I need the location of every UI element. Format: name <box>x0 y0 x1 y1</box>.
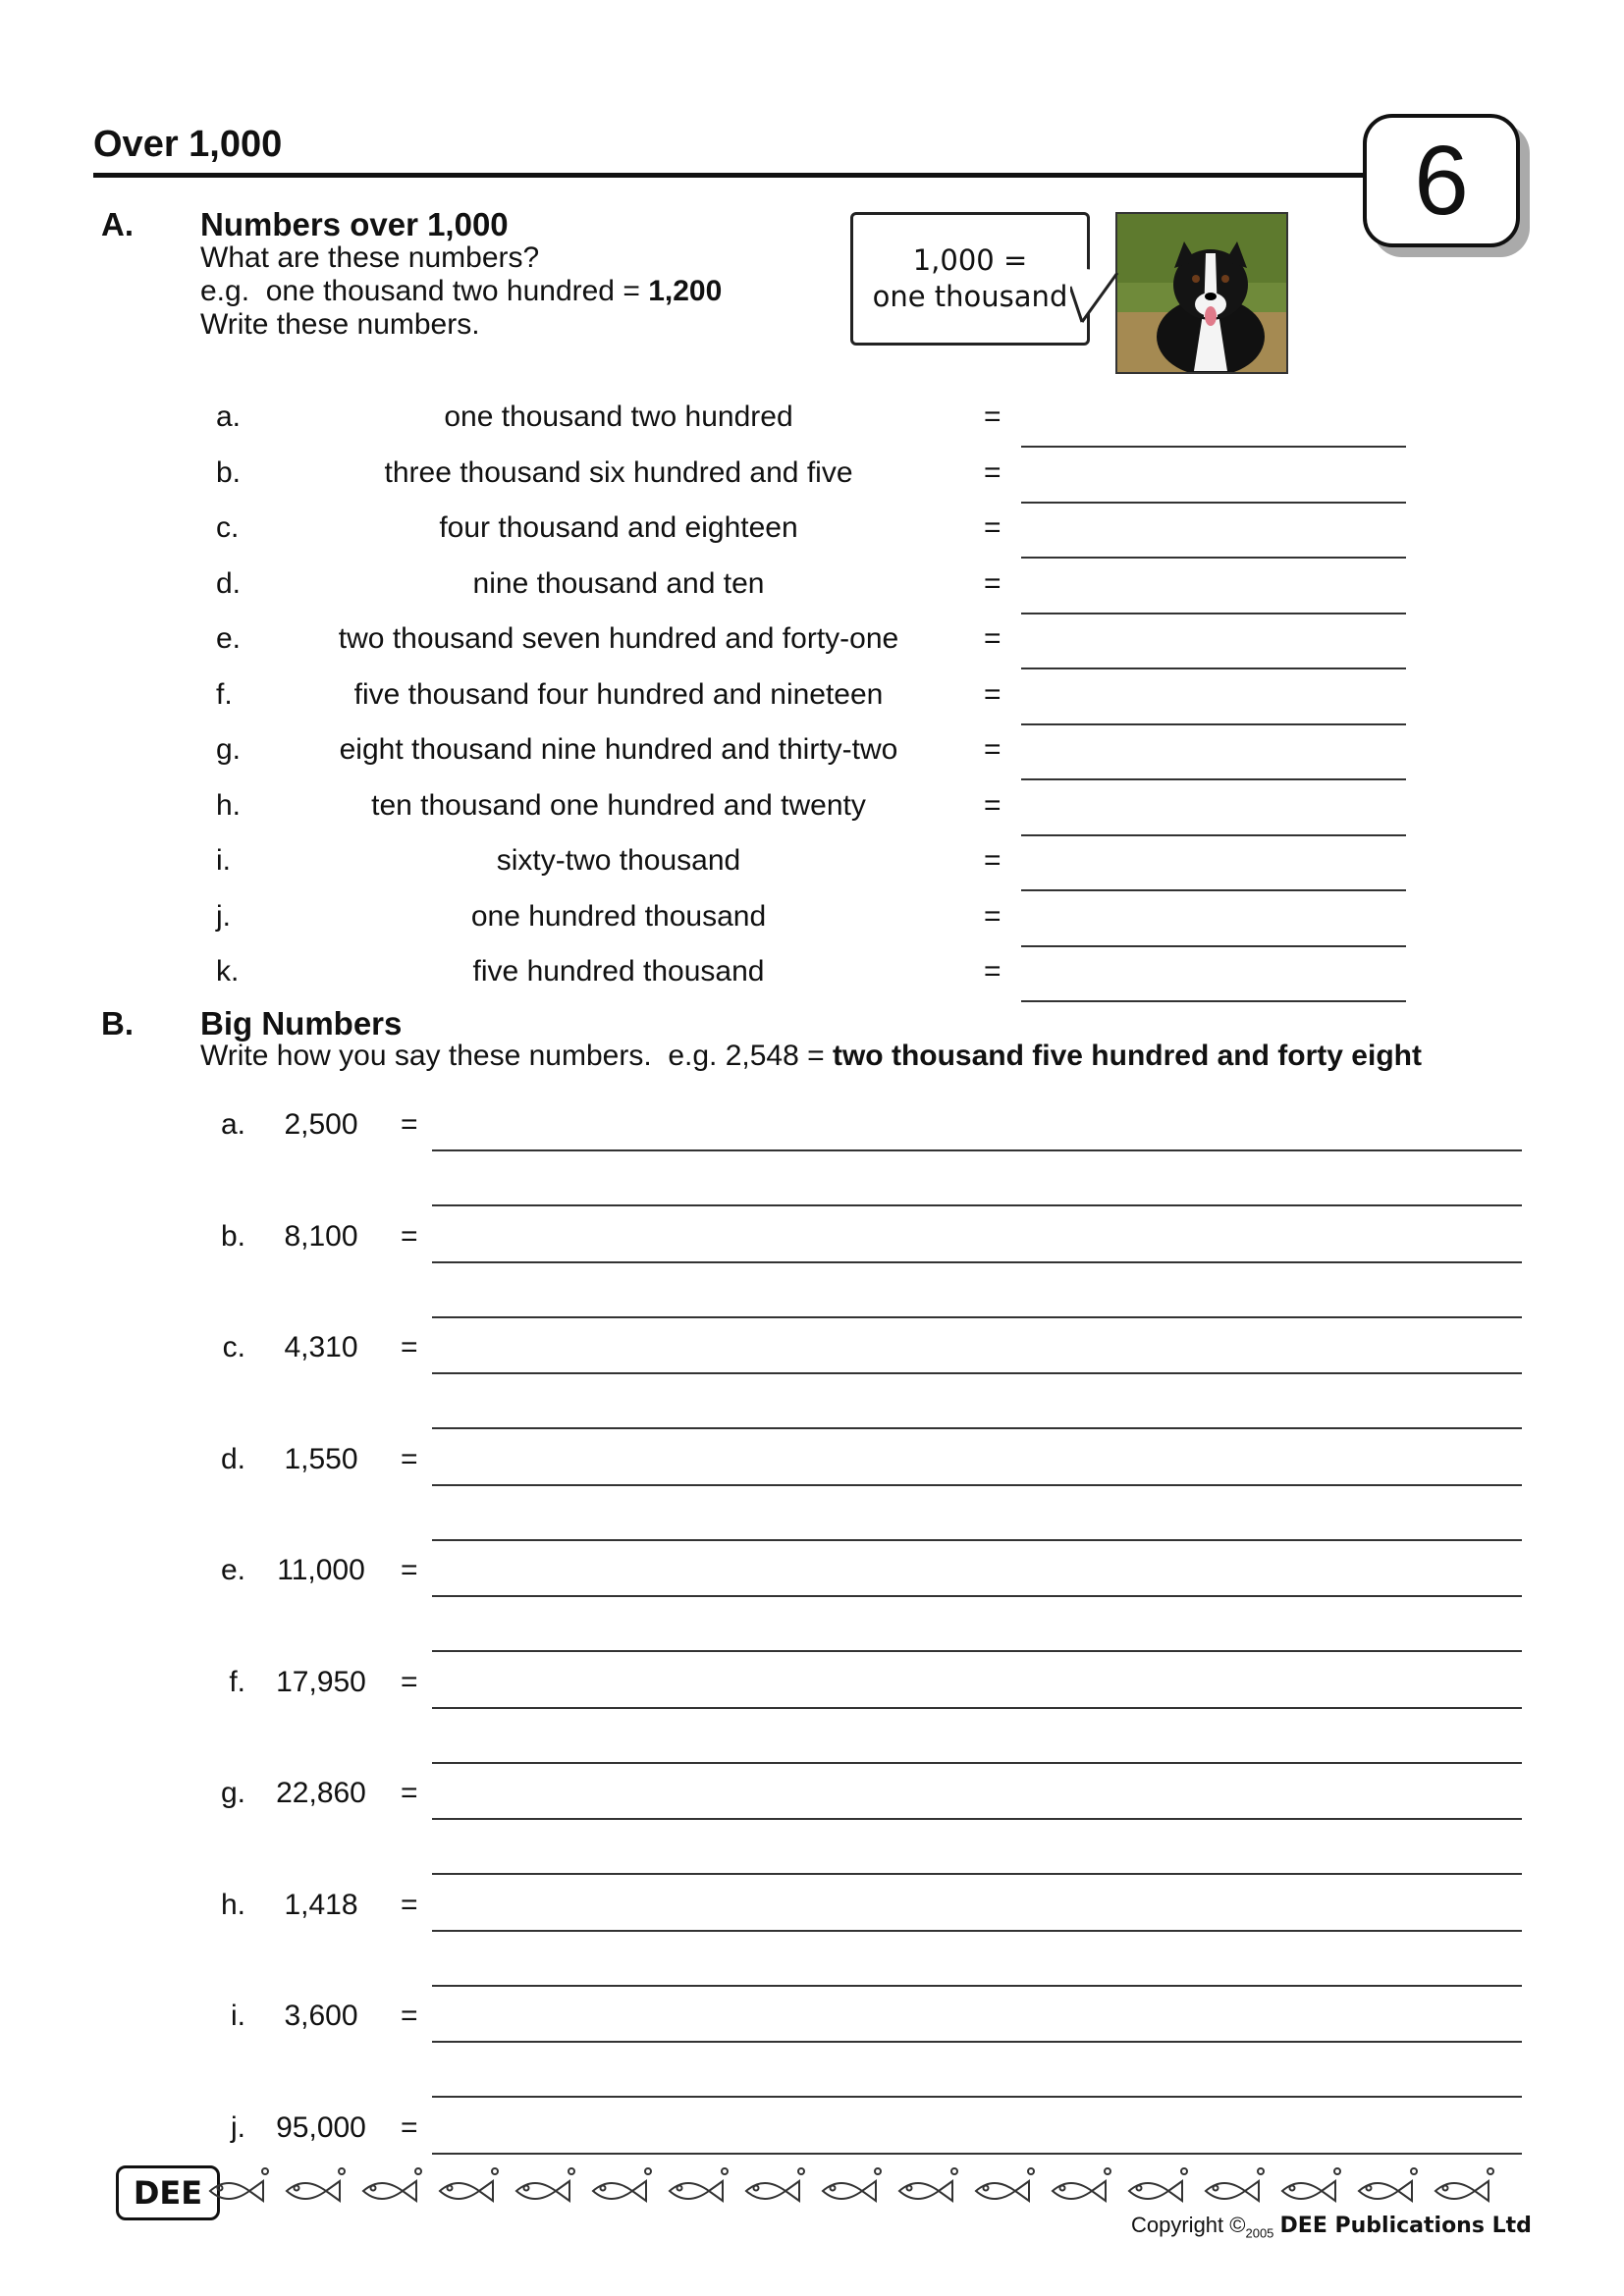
answer-line[interactable] <box>432 1818 1522 1820</box>
item-number: 2,500 <box>284 1108 358 1141</box>
item-number: 1,550 <box>284 1442 358 1475</box>
section-b-item <box>0 1443 1624 1554</box>
section-a-example-answer: 1,200 <box>648 275 723 307</box>
section-b-instruction-prefix: Write how you say these numbers. e.g. 2,548 = <box>200 1040 833 1072</box>
item-number: 8,100 <box>284 1219 358 1253</box>
equals-sign: = <box>401 1219 418 1253</box>
item-letter: j. <box>216 899 231 933</box>
answer-line-second[interactable] <box>432 1204 1522 1206</box>
equals-sign: = <box>984 566 1001 600</box>
section-a-example-prefix: e.g. one thousand two hundred = <box>200 275 649 307</box>
item-words: one hundred thousand <box>470 899 767 933</box>
speech-bubble <box>850 212 1090 346</box>
dee-logo: DEE <box>116 2165 220 2220</box>
item-letter: a. <box>220 1108 245 1141</box>
item-number: 95,000 <box>276 2110 366 2144</box>
answer-line-second[interactable] <box>432 1762 1522 1764</box>
item-words: eight thousand nine hundred and thirty-two <box>339 733 898 766</box>
equals-sign: = <box>401 1777 418 1809</box>
equals-sign: = <box>984 899 1001 933</box>
section-b-instruction-example: two thousand five hundred and forty eight <box>832 1040 1422 1072</box>
answer-line[interactable] <box>432 1595 1522 1597</box>
item-words: five hundred thousand <box>472 955 765 988</box>
answer-line[interactable] <box>1021 1000 1406 1002</box>
item-letter: h. <box>220 1888 245 1921</box>
section-b-item <box>0 1331 1624 1442</box>
equals-sign: = <box>401 1442 418 1475</box>
answer-line-second[interactable] <box>432 1316 1522 1318</box>
item-letter: d. <box>220 1442 245 1475</box>
equals-sign: = <box>401 1554 418 1586</box>
fish-border-decoration <box>206 2163 1522 2213</box>
answer-line[interactable] <box>1021 889 1406 891</box>
item-words: five thousand four hundred and nineteen <box>353 677 884 711</box>
section-b-item <box>0 1666 1624 1777</box>
section-a-item <box>0 900 1624 955</box>
item-words: ten thousand one hundred and twenty <box>371 788 866 822</box>
equals-sign: = <box>401 1888 418 1921</box>
answer-line[interactable] <box>432 1484 1522 1486</box>
item-letter: b. <box>216 455 242 489</box>
item-words: three thousand six hundred and five <box>384 455 853 489</box>
answer-line[interactable] <box>1021 945 1406 947</box>
answer-line[interactable] <box>432 1261 1522 1263</box>
item-letter: d. <box>216 566 242 600</box>
section-a-item <box>0 789 1624 844</box>
equals-sign: = <box>984 400 1001 433</box>
answer-line-second[interactable] <box>432 1873 1522 1875</box>
answer-line[interactable] <box>432 1149 1522 1151</box>
section-a-item <box>0 733 1624 788</box>
equals-sign: = <box>984 455 1001 489</box>
item-letter: k. <box>216 955 240 988</box>
item-number: 1,418 <box>284 1888 358 1921</box>
equals-sign: = <box>401 1331 418 1363</box>
item-letter: j. <box>231 2110 245 2144</box>
section-b-instruction <box>200 1040 1422 1073</box>
item-letter: c. <box>216 511 240 544</box>
copyright-prefix: Copyright © <box>1131 2213 1246 2237</box>
equals-sign: = <box>984 511 1001 544</box>
publisher-name: DEE Publications Ltd <box>1279 2214 1532 2238</box>
item-letter: i. <box>216 844 231 877</box>
section-a-item <box>0 511 1624 566</box>
equals-sign: = <box>984 788 1001 822</box>
dog-photo <box>1115 212 1288 374</box>
speech-bubble-line1: 1,000 = <box>912 243 1028 277</box>
answer-line[interactable] <box>1021 557 1406 559</box>
section-b-item <box>0 1889 1624 2000</box>
item-number: 22,860 <box>276 1777 366 1809</box>
section-a-question: What are these numbers? <box>200 241 540 274</box>
item-letter: c. <box>222 1331 245 1363</box>
item-words: one thousand two hundred <box>444 400 793 433</box>
item-letter: i. <box>231 2000 245 2032</box>
item-letter: f. <box>216 677 233 711</box>
section-a-instruction: Write these numbers. <box>200 308 480 341</box>
answer-line[interactable] <box>432 1930 1522 1932</box>
item-number: 11,000 <box>277 1554 365 1586</box>
section-a-item <box>0 844 1624 899</box>
answer-line[interactable] <box>432 2153 1522 2155</box>
item-letter: g. <box>216 733 242 766</box>
section-b-letter: B. <box>101 1005 134 1041</box>
answer-line-second[interactable] <box>432 1985 1522 1987</box>
answer-line[interactable] <box>1021 502 1406 504</box>
copyright-year: 2005 <box>1245 2225 1274 2241</box>
answer-line[interactable] <box>1021 723 1406 725</box>
answer-line-second[interactable] <box>432 2096 1522 2098</box>
item-words: two thousand seven hundred and forty-one <box>338 622 899 655</box>
answer-line[interactable] <box>432 2041 1522 2043</box>
section-b-item <box>0 1220 1624 1331</box>
answer-line-second[interactable] <box>432 1427 1522 1429</box>
title-underline <box>93 173 1370 178</box>
item-words: four thousand and eighteen <box>439 511 798 544</box>
section-a-item <box>0 955 1624 1010</box>
answer-line[interactable] <box>1021 446 1406 448</box>
item-letter: b. <box>220 1219 245 1253</box>
section-a-item <box>0 400 1624 455</box>
page-number-badge: 6 <box>1363 114 1520 247</box>
answer-line[interactable] <box>432 1707 1522 1709</box>
section-b-item <box>0 1108 1624 1219</box>
item-letter: e. <box>220 1554 245 1586</box>
answer-line[interactable] <box>432 1372 1522 1374</box>
item-letter: f. <box>229 1665 245 1698</box>
equals-sign: = <box>401 2110 418 2144</box>
item-letter: e. <box>216 622 242 655</box>
equals-sign: = <box>401 1108 418 1141</box>
section-a-item <box>0 456 1624 511</box>
answer-line-second[interactable] <box>432 1539 1522 1541</box>
copyright-notice <box>1131 2213 1532 2240</box>
equals-sign: = <box>984 955 1001 988</box>
answer-line-second[interactable] <box>432 1650 1522 1652</box>
page-title: Over 1,000 <box>93 124 283 165</box>
item-number: 17,950 <box>276 1665 366 1698</box>
answer-line[interactable] <box>1021 834 1406 836</box>
section-a-example <box>200 275 722 308</box>
item-letter: a. <box>216 400 242 433</box>
section-b-heading: Big Numbers <box>200 1005 403 1041</box>
speech-bubble-line2: one thousand <box>872 280 1068 313</box>
answer-line[interactable] <box>1021 778 1406 780</box>
equals-sign: = <box>984 622 1001 655</box>
section-a-item <box>0 678 1624 733</box>
equals-sign: = <box>401 1665 418 1698</box>
section-b-item <box>0 1554 1624 1665</box>
section-a-item <box>0 622 1624 677</box>
item-letter: g. <box>220 1777 245 1809</box>
speech-bubble-tail <box>1070 265 1129 324</box>
equals-sign: = <box>984 733 1001 766</box>
item-letter: h. <box>216 788 242 822</box>
answer-line[interactable] <box>1021 613 1406 614</box>
item-number: 3,600 <box>284 2000 358 2032</box>
equals-sign: = <box>984 677 1001 711</box>
item-words: sixty-two thousand <box>496 844 741 877</box>
section-a-item <box>0 567 1624 622</box>
item-words: nine thousand and ten <box>472 566 765 600</box>
item-number: 4,310 <box>284 1331 358 1363</box>
answer-line[interactable] <box>1021 667 1406 669</box>
equals-sign: = <box>401 2000 418 2032</box>
section-a-letter: A. <box>101 206 134 242</box>
section-b-item <box>0 2000 1624 2110</box>
section-a-heading: Numbers over 1,000 <box>200 206 509 242</box>
section-b-item <box>0 1777 1624 1888</box>
equals-sign: = <box>984 844 1001 877</box>
